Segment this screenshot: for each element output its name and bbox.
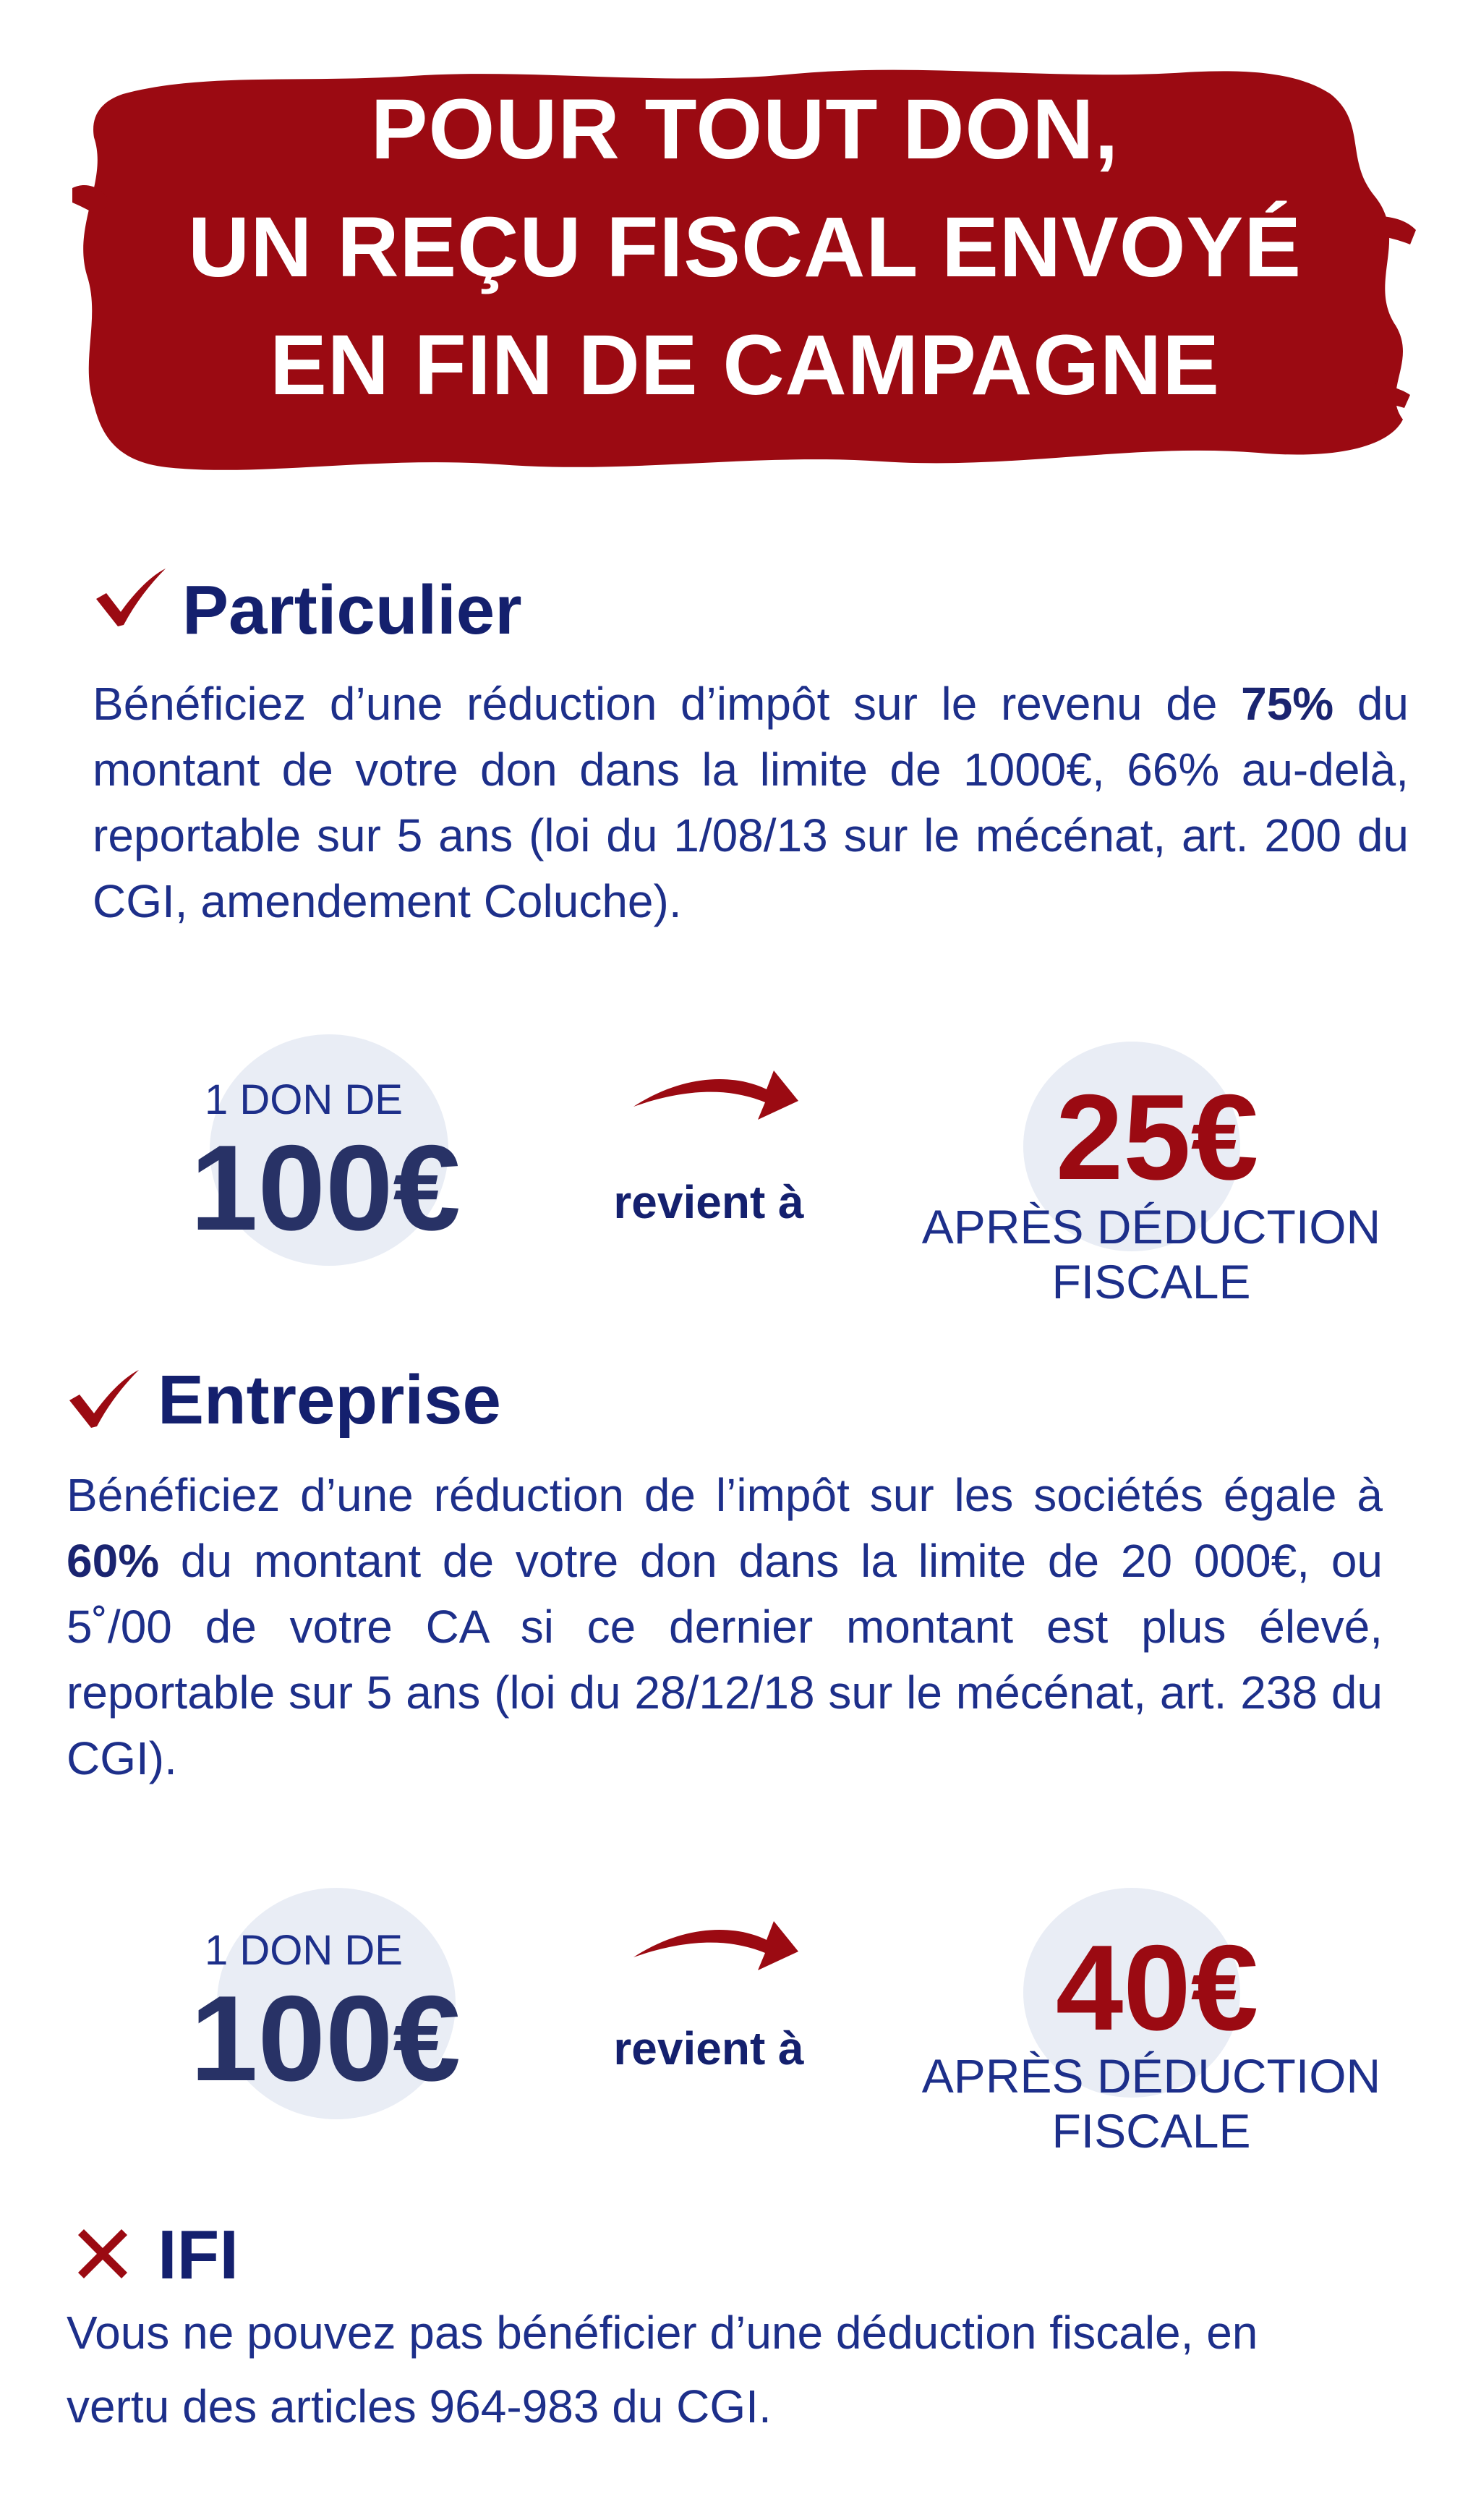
particulier-rate: 75% bbox=[1241, 678, 1334, 730]
entreprise-text-before: Bénéficiez d’une réduction de l’impôt sur les sociétés égale à bbox=[67, 1469, 1383, 1521]
particulier-text-before: Bénéficiez d’une réduction d’impôt sur le revenu de bbox=[93, 678, 1242, 730]
header-title-line-1: POUR TOUT DON, bbox=[370, 82, 1119, 177]
swoosh-arrow-icon bbox=[629, 1056, 803, 1136]
section-title-particulier: Particulier bbox=[182, 571, 522, 649]
don-label: 1 DON DE bbox=[205, 1927, 403, 1974]
ifi-description: Vous ne pouvez pas bénéficier d’une déduction fiscale, en vertu des articles 964-983 du CGI. bbox=[67, 2307, 1258, 2432]
cross-icon bbox=[71, 2222, 135, 2286]
connector-text: revient à bbox=[613, 2022, 804, 2074]
result-label: APRÈS DÉDUCTION FISCALE bbox=[921, 2049, 1381, 2158]
swoosh-arrow-icon bbox=[629, 1907, 803, 1986]
entreprise-description bbox=[67, 1463, 1383, 1792]
particulier-text-after: du montant de votre don dans la limite de 1000€, 66% au-delà, reportable sur 5 ans (loi du 1/08/13 sur le mécénat, art. 200 du CGI, amendement Coluche). bbox=[93, 678, 1409, 927]
don-amount: 100€ bbox=[190, 1970, 461, 2106]
section-title-entreprise: Entreprise bbox=[158, 1361, 501, 1439]
particulier-description bbox=[93, 671, 1409, 935]
result-amount: 25€ bbox=[1055, 1069, 1259, 1205]
section-title-ifi: IFI bbox=[158, 2216, 239, 2294]
result-label: APRÈS DÉDUCTION FISCALE bbox=[921, 1200, 1381, 1308]
entreprise-rate: 60% bbox=[67, 1535, 160, 1587]
don-amount: 100€ bbox=[190, 1120, 461, 1256]
entreprise-text-after: du montant de votre don dans la limite de 20 000€, ou 5˚/00 de votre CA si ce dernier montant est plus élevé, reportable sur 5 ans (loi du 28/12/18 sur le mécénat, art. 238 du CGI). bbox=[67, 1535, 1383, 1784]
check-icon bbox=[64, 1366, 143, 1431]
header-title-line-2: UN REÇU FISCAL ENVOYÉ bbox=[188, 200, 1302, 295]
result-amount: 40€ bbox=[1055, 1920, 1259, 2056]
header-title-line-3: EN FIN DE CAMPAGNE bbox=[270, 318, 1220, 413]
connector-text: revient à bbox=[613, 1176, 804, 1228]
check-icon bbox=[90, 564, 170, 629]
don-label: 1 DON DE bbox=[205, 1076, 403, 1123]
